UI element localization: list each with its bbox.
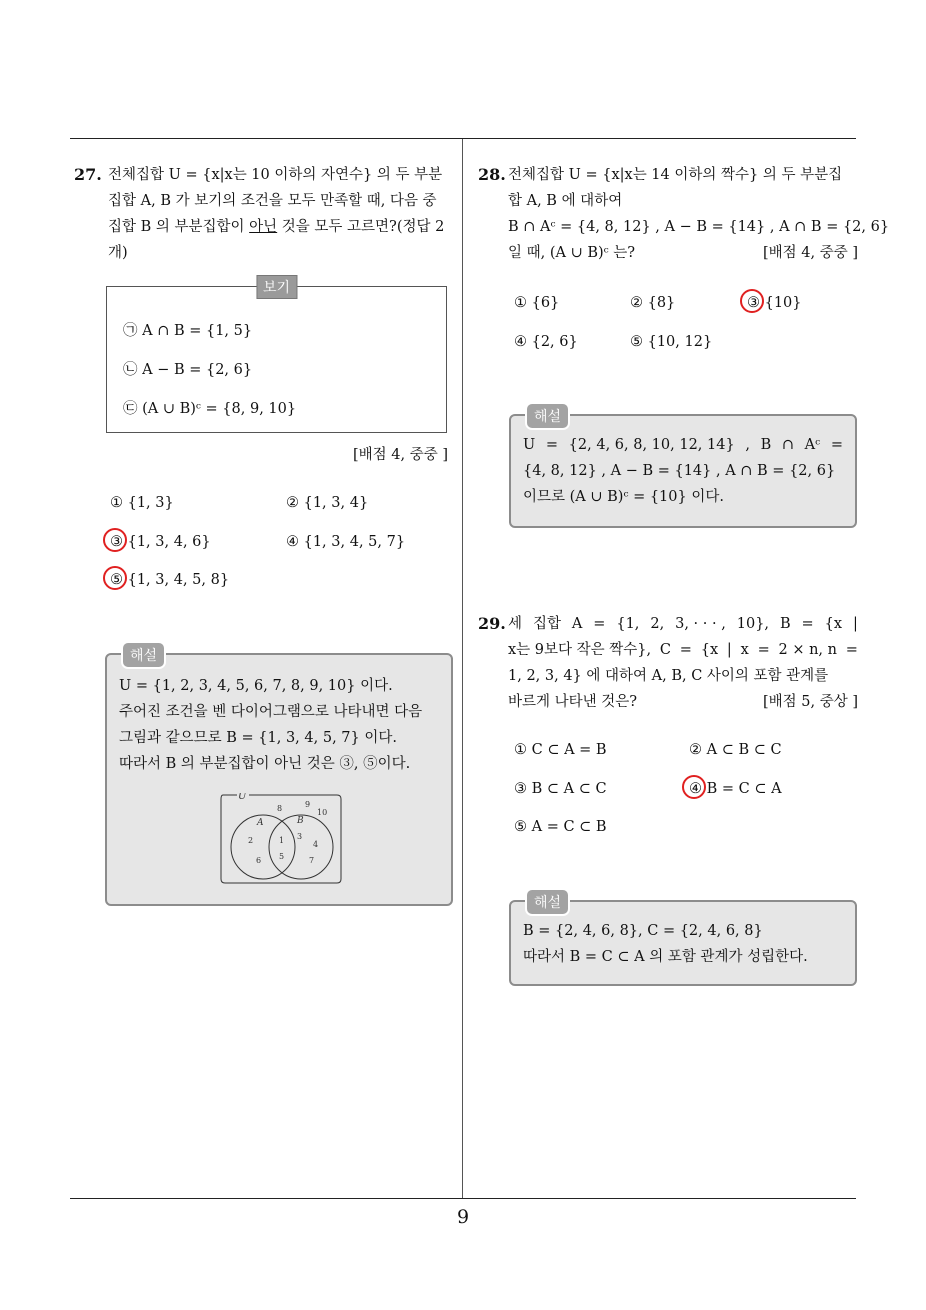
venn-value: 4 xyxy=(313,840,319,849)
text-segment: | xyxy=(852,616,858,632)
text-segment: 일 때, (A ∪ B)ᶜ 는? xyxy=(508,245,636,261)
text-segment: x는 9보다 작은 짝수}, xyxy=(508,642,652,658)
question-line xyxy=(508,240,858,266)
question-line: 전체집합 U = {x|x는 14 이하의 짝수} 의 두 부분집 xyxy=(508,167,843,183)
text-segment: = xyxy=(593,616,606,632)
solution-line: 주어진 조건을 벤 다이어그램으로 나타내면 다음 xyxy=(119,704,423,720)
choice-5[interactable] xyxy=(110,572,229,588)
question-line: 집합 A, B 가 보기의 조건을 모두 만족할 때, 다음 중 xyxy=(108,193,437,209)
venn-value: 7 xyxy=(309,856,315,865)
text-segment: = xyxy=(545,437,559,453)
choice-number: ⑤ xyxy=(514,819,527,835)
choice-number: ⑤ xyxy=(110,572,123,588)
text-segment: U xyxy=(523,437,536,453)
choice-text: {10} xyxy=(764,295,802,311)
text-segment: Aᶜ xyxy=(804,437,821,453)
choice-number: ④ xyxy=(286,534,299,550)
venn-value: 2 xyxy=(248,836,254,845)
text-segment: A xyxy=(571,616,583,632)
text-segment: 것을 모두 고르면?(정답 2 xyxy=(277,219,445,235)
question-27 xyxy=(74,162,454,266)
question-line xyxy=(508,689,858,715)
choice-number: ③ xyxy=(514,781,527,797)
venn-universe-label: U xyxy=(238,793,247,802)
choice-5[interactable] xyxy=(514,819,607,835)
choice-4[interactable] xyxy=(514,334,578,350)
text-segment: 2, xyxy=(650,616,665,632)
question-line xyxy=(508,637,858,663)
red-answer-circle xyxy=(740,289,764,313)
text-segment: 바르게 나타낸 것은? xyxy=(508,694,638,710)
choice-number: ② xyxy=(286,495,299,511)
top-rule xyxy=(70,138,856,139)
choice-1[interactable] xyxy=(514,742,607,758)
text-segment: ∩ xyxy=(781,437,795,453)
solution-box xyxy=(509,409,857,528)
text-segment: B xyxy=(760,437,772,453)
question-text xyxy=(508,611,858,715)
text-segment: 집합 xyxy=(532,616,561,632)
choice-text: A = C ⊂ B xyxy=(531,819,607,835)
solution-line: U = {1, 2, 3, 4, 5, 6, 7, 8, 9, 10} 이다. xyxy=(119,678,393,694)
choice-3[interactable] xyxy=(747,295,802,311)
text-segment: = xyxy=(801,616,814,632)
choice-text: {2, 6} xyxy=(531,334,578,350)
question-line xyxy=(508,611,858,637)
text-segment: 2 × n, n xyxy=(778,642,837,658)
solution-line: 그림과 같으므로 B = {1, 3, 4, 5, 7} 이다. xyxy=(119,730,397,746)
text-segment: = xyxy=(845,642,858,658)
venn-value: 6 xyxy=(256,856,262,865)
choice-text: {6} xyxy=(531,295,560,311)
choice-number: ③ xyxy=(110,534,123,550)
text-segment: = xyxy=(830,437,843,453)
choice-3[interactable] xyxy=(110,534,211,550)
solution-box xyxy=(105,648,453,906)
page-number: 9 xyxy=(456,1206,470,1228)
question-text xyxy=(108,162,454,266)
text-segment: = xyxy=(679,642,692,658)
text-segment: = xyxy=(757,642,770,658)
red-answer-circle xyxy=(682,775,706,799)
bogi-box xyxy=(106,280,447,433)
score-meta: [배점 5, 중상 ] xyxy=(762,694,858,710)
question-29 xyxy=(478,611,858,715)
choice-1[interactable] xyxy=(514,295,559,311)
question-number: 27. xyxy=(74,165,102,184)
text-segment: {2, 4, 6, 8, 10, 12, 14} xyxy=(568,437,735,453)
choice-text: {1, 3, 4, 5, 8} xyxy=(127,572,230,588)
solution-tab: 해설 xyxy=(525,402,570,430)
question-line: 개) xyxy=(108,245,128,261)
bogi-item: ㉡ A − B = {2, 6} xyxy=(123,362,253,378)
solution-line xyxy=(523,432,843,458)
text-segment: {x xyxy=(700,642,719,658)
question-number: 29. xyxy=(478,614,506,633)
text-segment: | xyxy=(726,642,732,658)
venn-value: 8 xyxy=(277,804,283,813)
solution-text xyxy=(523,918,843,970)
bogi-title: 보기 xyxy=(256,275,297,299)
text-segment: {1, xyxy=(616,616,640,632)
choice-text: {1, 3, 4, 6} xyxy=(127,534,211,550)
solution-line: 따라서 B = C ⊂ A 의 포함 관계가 성립한다. xyxy=(523,949,808,965)
question-line: 합 A, B 에 대하여 xyxy=(508,193,623,209)
solution-tab: 해설 xyxy=(525,888,570,916)
question-line: B ∩ Aᶜ = {4, 8, 12} , A − B = {14} , A ∩ B = {2, 6} xyxy=(508,219,890,235)
solution-text xyxy=(523,432,843,510)
choice-number: ① xyxy=(514,742,527,758)
choice-text: {1, 3} xyxy=(127,495,174,511)
choice-number: ④ xyxy=(514,334,527,350)
choice-2[interactable] xyxy=(286,495,368,511)
bottom-rule xyxy=(70,1198,856,1199)
solution-line: {4, 8, 12} , A − B = {14} , A ∩ B = {2, 6} xyxy=(523,463,836,479)
red-answer-circle xyxy=(103,566,127,590)
text-segment: 10}, xyxy=(736,616,770,632)
venn-label-a: A xyxy=(257,818,264,828)
choice-2[interactable] xyxy=(689,742,782,758)
choice-number: ② xyxy=(689,742,702,758)
venn-value: 9 xyxy=(305,800,311,809)
choice-number: ① xyxy=(514,295,527,311)
choice-text: B ⊂ A ⊂ C xyxy=(531,781,607,797)
question-text xyxy=(508,162,890,266)
choice-number: ① xyxy=(110,495,123,511)
solution-line: B = {2, 4, 6, 8}, C = {2, 4, 6, 8} xyxy=(523,923,763,939)
score-meta: [배점 4, 중중 ] xyxy=(762,245,858,261)
question-number: 28. xyxy=(478,165,506,184)
venn-value: 3 xyxy=(297,832,303,841)
choice-text: {8} xyxy=(647,295,676,311)
choice-4[interactable] xyxy=(689,781,782,797)
text-segment: 집합 B 의 부분집합이 xyxy=(108,219,250,235)
choice-text: {1, 3, 4} xyxy=(303,495,369,511)
column-divider xyxy=(462,139,463,1198)
choice-number: ③ xyxy=(747,295,760,311)
underlined-word: 아닌 xyxy=(249,219,278,235)
text-segment: , xyxy=(745,437,750,453)
choice-number: ⑤ xyxy=(630,334,643,350)
choice-number: ④ xyxy=(689,781,702,797)
question-line: 1, 2, 3, 4} 에 대하여 A, B, C 사이의 포함 관계를 xyxy=(508,668,829,684)
choice-text: {10, 12} xyxy=(647,334,713,350)
red-answer-circle xyxy=(103,528,127,552)
text-segment: B xyxy=(779,616,791,632)
solution-line: 이므로 (A ∪ B)ᶜ = {10} 이다. xyxy=(523,489,724,505)
question-28 xyxy=(478,162,890,266)
score-meta: [배점 4, 중중 ] xyxy=(352,447,448,463)
choice-text: C ⊂ A = B xyxy=(531,742,607,758)
venn-label-b: B xyxy=(297,816,304,826)
solution-tab: 해설 xyxy=(121,641,166,669)
choice-text: B = C ⊂ A xyxy=(706,781,782,797)
venn-diagram xyxy=(219,793,343,885)
venn-value: 5 xyxy=(279,852,285,861)
choice-number: ② xyxy=(630,295,643,311)
choice-2[interactable] xyxy=(630,295,675,311)
question-line: 전체집합 U = {x|x는 10 이하의 자연수} 의 두 부분 xyxy=(108,167,443,183)
solution-line: 따라서 B 의 부분집합이 아닌 것은 ③, ⑤이다. xyxy=(119,756,411,772)
choice-1[interactable] xyxy=(110,495,174,511)
choice-text: A ⊂ B ⊂ C xyxy=(706,742,782,758)
solution-box xyxy=(509,895,857,986)
bogi-item: ㉢ (A ∪ B)ᶜ = {8, 9, 10} xyxy=(123,401,297,417)
venn-value: 1 xyxy=(279,836,285,845)
choice-5[interactable] xyxy=(630,334,712,350)
text-segment: {x xyxy=(824,616,843,632)
text-segment: x xyxy=(740,642,749,658)
text-segment: C xyxy=(659,642,672,658)
choice-4[interactable] xyxy=(286,534,405,550)
bogi-item: ㉠ A ∩ B = {1, 5} xyxy=(123,323,253,339)
solution-text xyxy=(119,673,439,777)
venn-value: 10 xyxy=(317,808,328,817)
text-segment: 3, · · · , xyxy=(675,616,726,632)
text-segment: 세 xyxy=(508,616,523,632)
choice-3[interactable] xyxy=(514,781,607,797)
choice-text: {1, 3, 4, 5, 7} xyxy=(303,534,406,550)
question-line xyxy=(108,214,454,240)
